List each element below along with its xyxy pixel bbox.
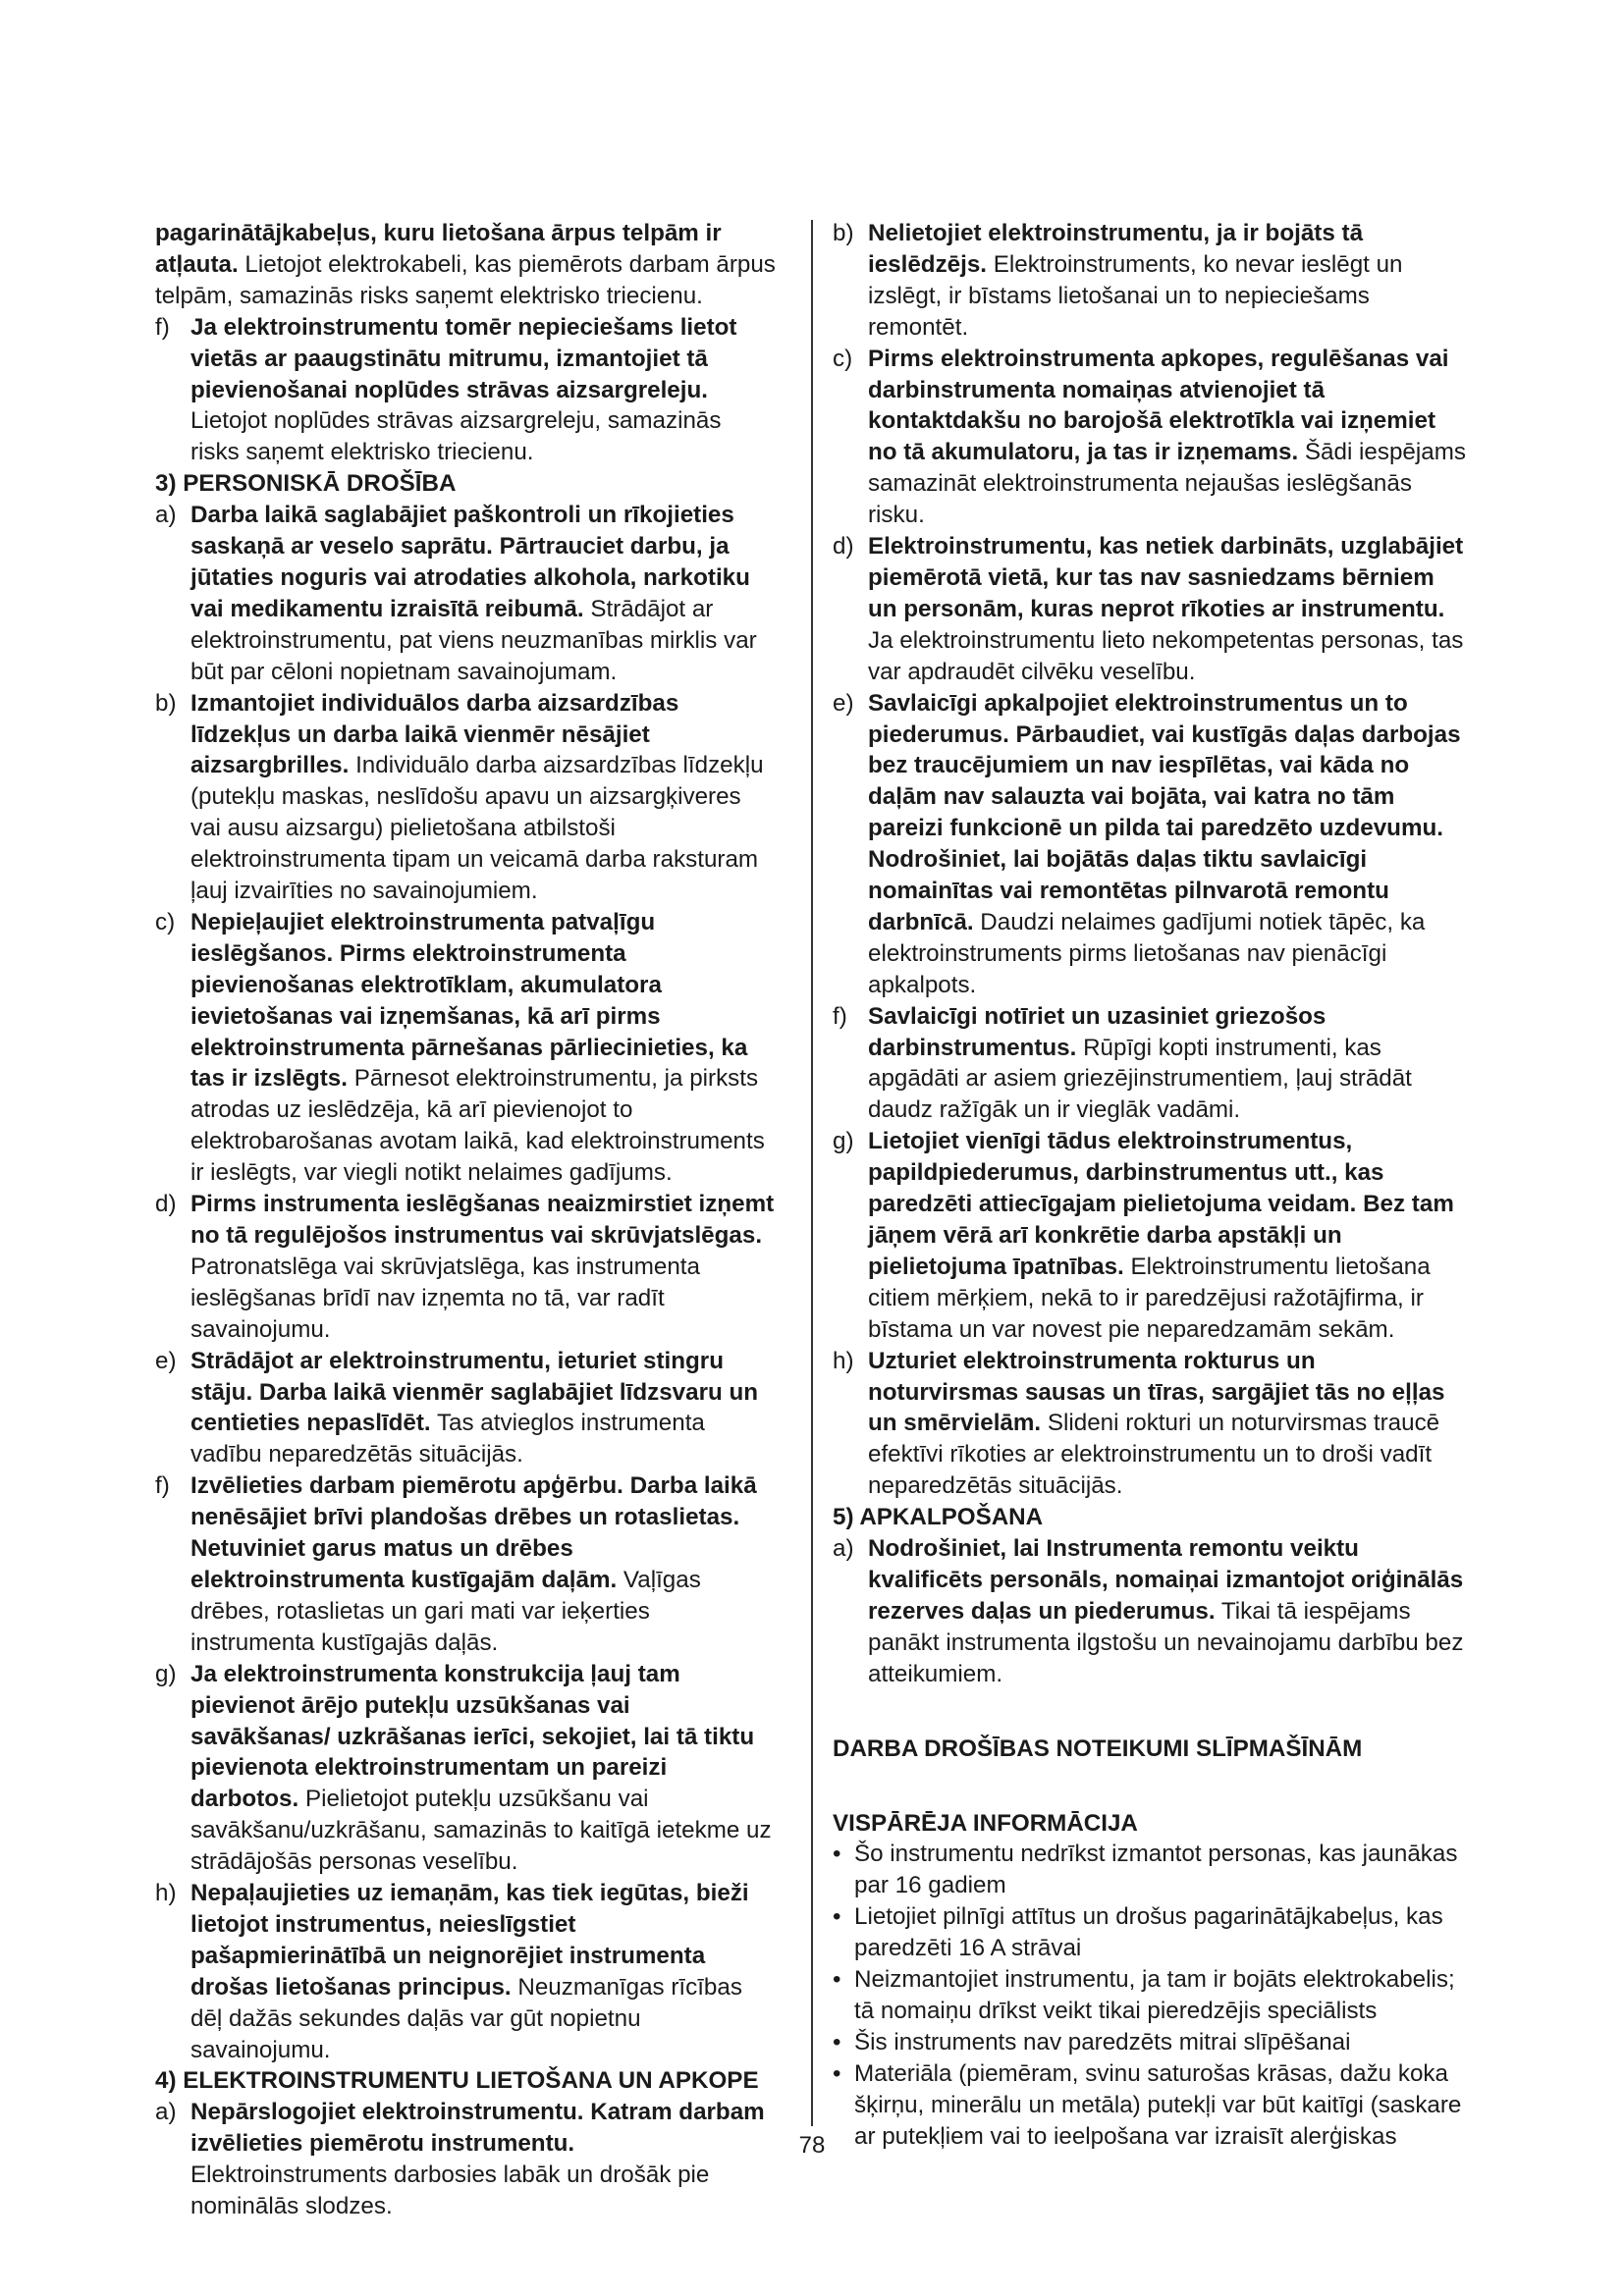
list-item	[833, 218, 1469, 344]
list-item	[833, 1126, 1469, 1345]
list-item	[833, 1533, 1469, 1690]
list-item	[155, 1659, 776, 1878]
item-bold-text: Savlaicīgi apkalpojiet elektroinstrumentus un to piederumus. Pārbaudiet, vai kustīgās daļas darbojas bez traucējumiem un nav iespīlētas, vai kāda no daļām nav salauzta vai bojāta, vai katra no tām pareizi funkcionē un pilda tai paredzēto uzdevumu. Nodrošiniet, lai bojātās daļas tiktu savlaicīgi nomainītas vai remontētas pilnvarotā remontu darbnīcā.	[868, 689, 1461, 935]
item-text: Vaļīgas drēbes, rotaslietas un gari mati var ieķerties instrumenta kustīgajās daļās.	[190, 1566, 701, 1656]
item-label: b)	[833, 220, 854, 246]
item-bold-text: Nepaļaujieties uz iemaņām, kas tiek iegūtas, bieži lietojot instrumentus, neieslīgstiet pašapmierinātībā un neignorējiet instrumenta drošas lietošanas principus.	[190, 1880, 749, 2001]
item-text: Lietojot elektrokabeli, kas piemērots darbam ārpus telpām, samazinās risks saņemt elektrisko triecienu.	[155, 250, 776, 309]
section-heading: 3) PERSONISKĀ DROŠĪBA	[155, 470, 457, 498]
item-text: Tikai tā iespējams panākt instrumenta ilgstošu un nevainojamu darbību bez atteikumiem.	[868, 1597, 1464, 1687]
item-bold-text: Strādājot ar elektroinstrumentu, ieturiet stingru stāju. Darba laikā vienmēr saglabājiet līdzsvaru un centieties nepaslīdēt.	[190, 1347, 759, 1437]
item-bold-text: Uzturiet elektroinstrumenta rokturus un noturvirsmas sausas un tīras, sargājiet tās no eļļas un smērvielām.	[868, 1347, 1445, 1437]
list-item	[155, 2097, 776, 2222]
item-bold-text: Izvēlieties darbam piemērotu apģērbu. Darba laikā nenēsājiet brīvi plandošas drēbes un rotaslietas. Netuviniet garus matus un drēbes elektroinstrumenta kustīgajām daļām.	[190, 1472, 757, 1593]
item-label: g)	[833, 1128, 854, 1155]
item-text: Daudzi nelaimes gadījumi notiek tāpēc, ka elektroinstruments pirms lietošanas nav pienācīgi apkalpots.	[868, 908, 1426, 998]
item-text: Elektroinstruments darbosies labāk un drošāk pie nominālās slodzes.	[190, 2162, 710, 2220]
item-bold-text: Lietojiet vienīgi tādus elektroinstrumentus, papildpiederumus, darbinstrumentus utt., kas paredzēti attiecīgajam pielietojuma veidam. Bez tam jāņem vērā arī konkrētie darba apstākļi un pielietojuma īpatnības.	[868, 1128, 1454, 1280]
list-item	[833, 344, 1469, 531]
item-label: e)	[155, 1347, 177, 1374]
bullet-text: Šo instrumentu nedrīkst izmantot personas, kas jaunākas par 16 gadiem	[854, 1841, 1458, 1899]
list-item	[155, 1346, 776, 1471]
item-label: c)	[833, 345, 853, 372]
item-label: a)	[155, 2099, 177, 2126]
item-label: h)	[833, 1347, 854, 1374]
item-label: e)	[833, 689, 854, 717]
grinder-safety-heading: DARBA DROŠĪBAS NOTEIKUMI SLĪPMAŠĪNĀM	[833, 1735, 1363, 1762]
item-label: f)	[155, 313, 170, 341]
bullet-text: Šis instruments nav paredzēts mitrai slīpēšanai	[854, 2028, 1351, 2056]
section-3-list	[155, 500, 776, 2065]
list-item	[833, 531, 1469, 688]
item-bold-text: Nepieļaujiet elektroinstrumenta patvaļīgu ieslēgšanos. Pirms elektroinstrumenta pievienošanas elektrotīklam, akumulatora ievietošanas vai izņemšanas, kā arī pirms elektroinstrumenta pārnešanas pārliecinieties, ka tas ir izslēgts.	[190, 908, 748, 1093]
bullet-item	[833, 1964, 1469, 2027]
item-bold-text: Savlaicīgi notīriet un uzasiniet griezošos darbinstrumentus.	[868, 1002, 1326, 1061]
list-item	[155, 312, 776, 469]
bullet-icon: •	[833, 1966, 841, 1994]
section-4-list-continued	[833, 218, 1469, 1502]
bullet-icon: •	[833, 1841, 841, 1868]
bullet-text: Neizmantojiet instrumentu, ja tam ir bojāts elektrokabelis; tā nomaiņu drīkst veikt tikai pieredzējis speciālists	[854, 1966, 1455, 2024]
item-bold-text: Pirms elektroinstrumenta apkopes, regulēšanas vai darbinstrumenta nomaiņas atvienojiet tā kontaktdakšu no barojošā elektrotīkla vai izņemiet no tā akumulatoru, ja tas ir izņemams.	[868, 345, 1449, 466]
item-label: b)	[155, 689, 177, 717]
item-label: a)	[155, 502, 177, 529]
bullet-item	[833, 2027, 1469, 2058]
list-item	[833, 1001, 1469, 1127]
item-text: Slideni rokturi un noturvirsmas traucē efektīvi rīkoties ar elektroinstrumentu un to droši vadīt neparedzētās situācijās.	[868, 1410, 1440, 1500]
item-bold-text: Ja elektroinstrumentu tomēr nepieciešams lietot vietās ar paaugstinātu mitrumu, izmantojiet tā pievienošanai noplūdes strāvas aizsargreleju.	[190, 313, 737, 403]
item-text: Individuālo darba aizsardzības līdzekļu (putekļu maskas, neslīdošu apavu un aizsargķiveres vai ausu aizsargu) pielietošana atbilstoši elektroinstrumenta tipam un veicamā darba raksturam ļauj izvairīties no savainojumiem.	[190, 752, 764, 905]
list-item	[155, 1189, 776, 1346]
item-bold-text: Darba laikā saglabājiet paškontroli un rīkojieties saskaņā ar veselo saprātu. Pārtrauciet darbu, ja jūtaties noguris vai atrodaties alkohola, narkotiku vai medikamentu izraisītā reibumā.	[190, 502, 750, 622]
section-5-list	[833, 1533, 1469, 1690]
section-heading: 4) ELEKTROINSTRUMENTU LIETOŠANA UN APKOPE	[155, 2067, 759, 2095]
continued-item	[155, 218, 776, 312]
item-text: Pielietojot putekļu uzsūkšanu vai savākšanu/uzkrāšanu, samazinās to kaitīgā ietekme uz strādājošās personas veselību.	[190, 1786, 772, 1876]
item-bold-text: Elektroinstrumentu, kas netiek darbināts, uzglabājiet piemērotā vietā, kur tas nav sasniedzams bērniem un personām, kuras neprot rīkoties ar instrumentu.	[868, 533, 1464, 622]
bullet-item	[833, 1839, 1469, 1901]
item-bold-text: Nodrošiniet, lai Instrumenta remontu veiktu kvalificēts personāls, nomaiņai izmantojot oriģinālās rezerves daļas un piederumus.	[868, 1535, 1464, 1625]
list-item	[155, 688, 776, 907]
general-info-heading: VISPĀRĒJA INFORMĀCIJA	[833, 1809, 1138, 1837]
bullet-icon: •	[833, 1903, 841, 1931]
item-label: c)	[155, 908, 176, 935]
item-text: Elektroinstruments, ko nevar ieslēgt un izslēgt, ir bīstams lietošanai un to nepieciešams remontēt.	[868, 250, 1403, 341]
bullet-text: Lietojiet pilnīgi attītus un drošus pagarinātājkabeļus, kas paredzēti 16 A strāvai	[854, 1903, 1443, 1962]
item-label: g)	[155, 1660, 177, 1687]
item-label: a)	[833, 1535, 854, 1563]
item-text: Rūpīgi kopti instrumenti, kas apgādāti ar asiem griezējinstrumentiem, ļauj strādāt daudz ražīgāk un ir vieglāk vadāmi.	[868, 1034, 1412, 1124]
item-label: f)	[833, 1002, 847, 1030]
section-heading: 5) APKALPOŠANA	[833, 1504, 1044, 1531]
item-text: Šādi iespējams samazināt elektroinstrumenta nejaušas ieslēgšanās risku.	[868, 439, 1466, 529]
item-label: f)	[155, 1472, 170, 1500]
item-text: Lietojot noplūdes strāvas aizsargreleju, samazinās risks saņemt elektrisko triecienu.	[190, 407, 722, 466]
list-item	[833, 1346, 1469, 1503]
item-bold-text: Pirms instrumenta ieslēgšanas neaizmirstiet izņemt no tā regulējošos instrumentus vai skrūvjatslēgas.	[190, 1191, 775, 1249]
bullet-item	[833, 1901, 1469, 1964]
item-text: Neuzmanīgas rīcības dēļ dažās sekundes daļās var gūt nopietnu savainojumu.	[190, 1973, 742, 2063]
list-item	[155, 500, 776, 687]
page-number: 78	[798, 2132, 826, 2159]
list-item	[155, 907, 776, 1189]
item-label: d)	[833, 533, 854, 561]
item-label: h)	[155, 1880, 177, 1907]
bullet-icon: •	[833, 2059, 841, 2087]
item-text: Tas atvieglos instrumenta vadību neparedzētās situācijās.	[190, 1410, 705, 1468]
item-text: Ja elektroinstrumentu lieto nekompetentas personas, tas var apdraudēt cilvēku veselību.	[868, 626, 1464, 685]
item-bold-text: Nepārslogojiet elektroinstrumentu. Katram darbam izvēlieties piemērotu instrumentu.	[190, 2099, 765, 2158]
item-bold-text: Nelietojiet elektroinstrumentu, ja ir bojāts tā ieslēdzējs.	[868, 220, 1364, 278]
list-item	[155, 1878, 776, 2065]
right-column	[833, 218, 1469, 2152]
bullet-text: Materiāla (piemēram, svinu saturošas krāsas, dažu koka šķirņu, minerālu un metāla) putekļi var būt kaitīgi (saskare ar putekļiem vai to ieelpošana var izraisīt alerģiskas	[854, 2059, 1462, 2150]
list-item	[833, 688, 1469, 1001]
item-label: d)	[155, 1191, 177, 1218]
item-text: Strādājot ar elektroinstrumentu, pat viens neuzmanības mirklis var būt par cēloni nopietnam savainojumam.	[190, 595, 757, 685]
bullet-icon: •	[833, 2028, 841, 2056]
item-text: Pārnesot elektroinstrumentu, ja pirksts atrodas uz ieslēdzēja, kā arī pievienojot to elektrobarošanas avotam laikā, kad elektroinstruments ir ieslēgts, var viegli notikt nelaimes gadījums.	[190, 1065, 765, 1187]
list-item	[155, 1470, 776, 1658]
left-column	[155, 218, 776, 2222]
item-text: Patronatslēga vai skrūvjatslēga, kas instrumenta ieslēgšanas brīdī nav izņemta no tā, var radīt savainojumu.	[190, 1253, 700, 1343]
item-bold-text: Izmantojiet individuālos darba aizsardzības līdzekļus un darba laikā vienmēr nēsājiet aizsargbrilles.	[190, 689, 679, 779]
item-bold-text: Ja elektroinstrumenta konstrukcija ļauj tam pievienot ārējo putekļu uzsūkšanas vai savākšanas/ uzkrāšanas ierīci, sekojiet, lai tā tiktu pievienota elektroinstrumentam un pareizi darbotos.	[190, 1660, 755, 1813]
bullet-list	[833, 1839, 1469, 2152]
item-text: Elektroinstrumentu lietošana citiem mērķiem, nekā to ir paredzējusi ražotājfirma, ir bīstama un var novest pie neparedzamām sekām.	[868, 1253, 1431, 1343]
item-bold-text: pagarinātājkabeļus, kuru lietošana ārpus telpām ir atļauta.	[155, 220, 722, 278]
section-4-list	[155, 2097, 776, 2222]
column-divider	[811, 220, 813, 2126]
